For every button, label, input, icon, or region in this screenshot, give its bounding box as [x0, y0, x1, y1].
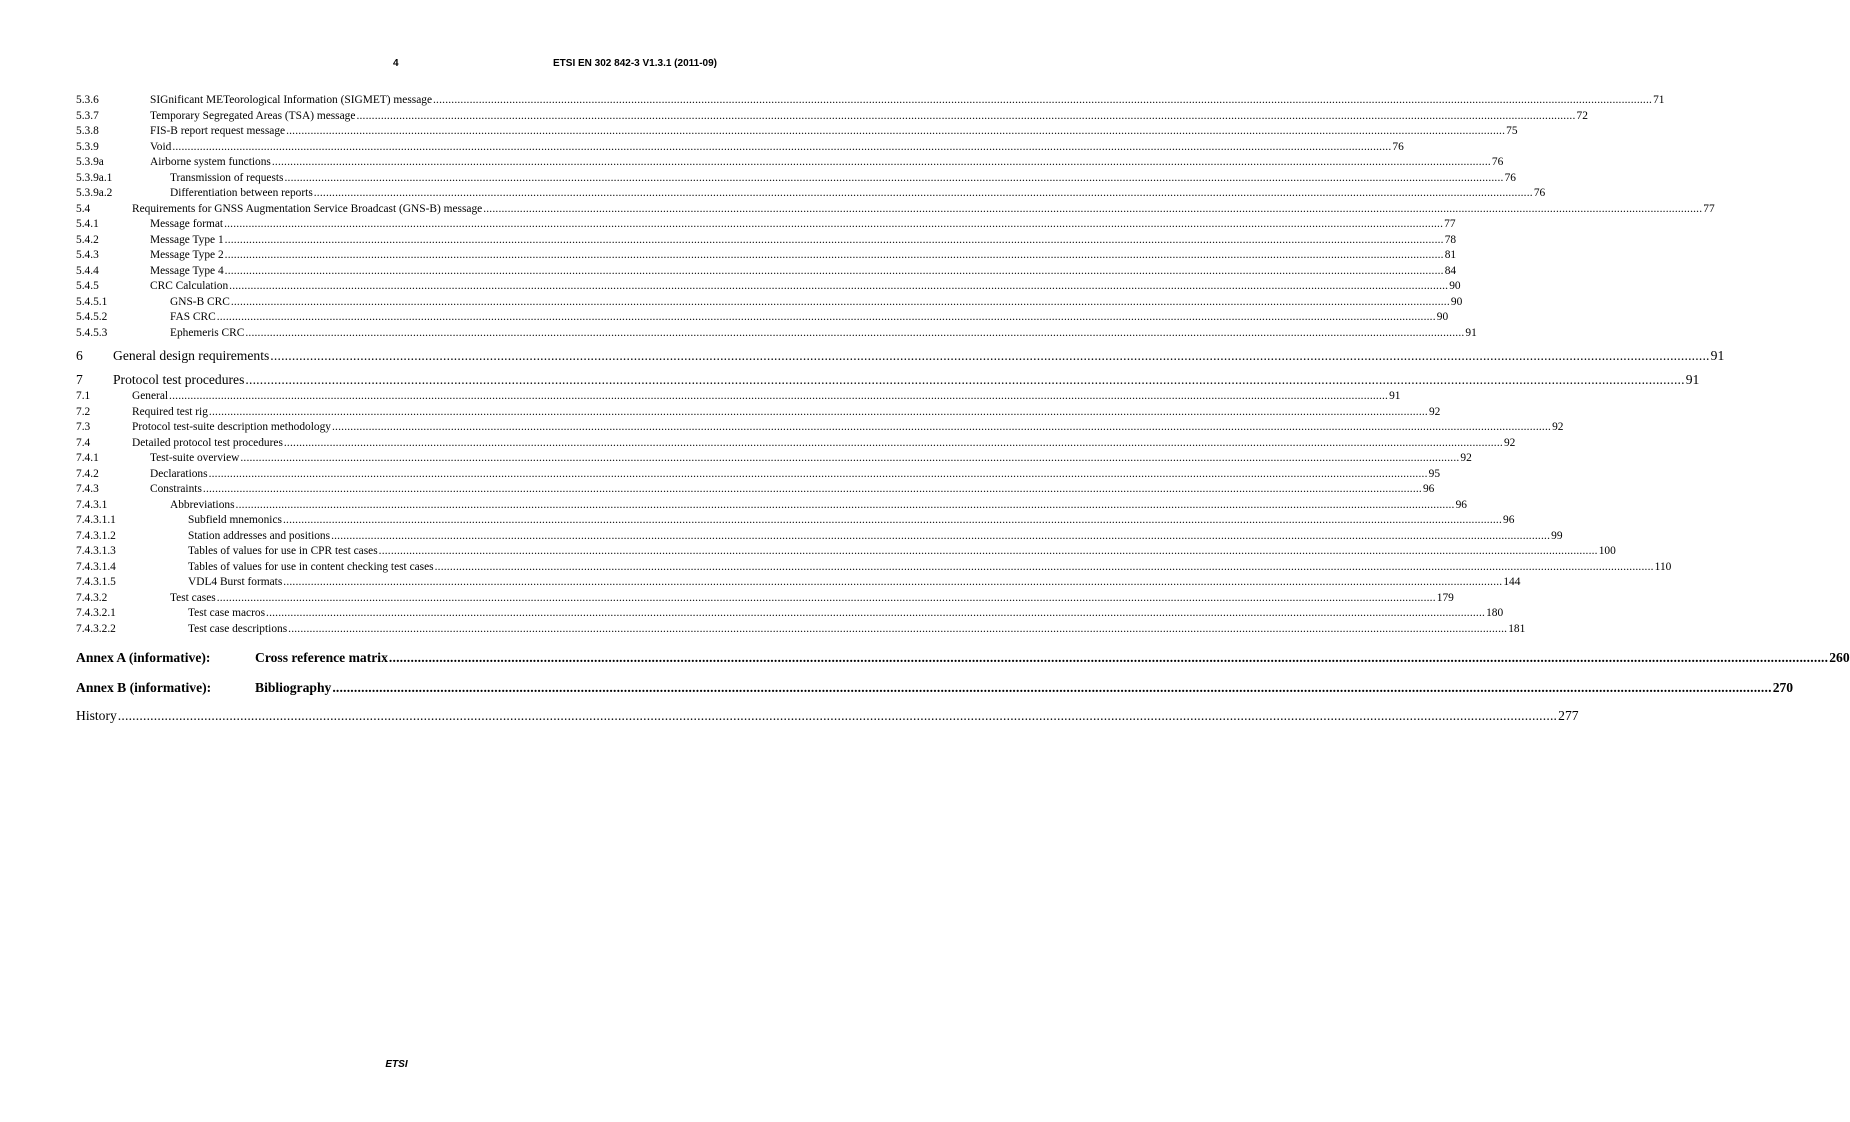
toc-entry[interactable]	[76, 218, 1456, 234]
toc-entry[interactable]	[76, 280, 1461, 296]
toc-entry-title: General	[132, 390, 169, 402]
toc-dot-leader: ................................................................................................................................................................................................................................................................................................................................................................................................................	[224, 218, 1444, 230]
toc-entry[interactable]	[76, 529, 1563, 546]
toc-entry[interactable]	[76, 576, 1521, 592]
toc-entry-number: 7.4.3.2.2	[76, 622, 116, 635]
toc-entry-number: 5.3.7	[76, 109, 99, 122]
toc-entry-page: 96	[1503, 514, 1515, 526]
toc-entry[interactable]	[76, 171, 1516, 188]
toc-entry-title: SIGnificant METeorological Information (SIGMET) message	[150, 94, 432, 106]
toc-dot-leader: ................................................................................................................................................................................................................................................................................................................................................................................................................	[270, 348, 1710, 363]
toc-entry-title: Airborne system functions	[150, 156, 271, 168]
toc-entry[interactable]	[76, 514, 1515, 530]
toc-entry-title: Temporary Segregated Areas (TSA) message	[150, 109, 356, 122]
toc-entry[interactable]	[76, 311, 1449, 327]
toc-entry-page: 144	[1503, 576, 1521, 588]
toc-entry-page: 180	[1486, 607, 1504, 619]
toc-entry-page: 92	[1428, 405, 1441, 418]
toc-entry-page: 76	[1504, 171, 1516, 184]
toc-entry-title: Required test rig	[132, 405, 208, 418]
toc-dot-leader: ................................................................................................................................................................................................................................................................................................................................................................................................................	[229, 280, 1449, 292]
toc-entry[interactable]	[76, 156, 1504, 172]
toc-dot-leader: ................................................................................................................................................................................................................................................................................................................................................................................................................	[224, 264, 1444, 277]
toc-entry[interactable]	[76, 94, 1665, 110]
toc-entry[interactable]	[76, 249, 1457, 265]
toc-entry-page: 100	[1598, 545, 1616, 557]
toc-entry-title: Abbreviations	[170, 498, 235, 511]
toc-entry-title: VDL4 Burst formats	[188, 576, 283, 588]
toc-entry-number: 5.4.5.2	[76, 311, 108, 323]
toc-entry-number: 7.4.3.1.3	[76, 545, 116, 557]
toc-dot-leader: ................................................................................................................................................................................................................................................................................................................................................................................................................	[172, 140, 1392, 153]
toc-entry-title: FAS CRC	[170, 311, 216, 323]
toc-entry-title: GNS-B CRC	[170, 295, 230, 308]
toc-entry[interactable]	[76, 125, 1518, 141]
toc-entry-title: Transmission of requests	[170, 171, 284, 184]
toc-dot-leader: ................................................................................................................................................................................................................................................................................................................................................................................................................	[245, 372, 1685, 387]
toc-entry-title: Tables of values for use in CPR test cases	[188, 545, 378, 557]
toc-dot-leader: ................................................................................................................................................................................................................................................................................................................................................................................................................	[224, 233, 1444, 246]
toc-entry-page: 76	[1491, 156, 1504, 168]
toc-entry-title: Message Type 4	[150, 264, 224, 277]
toc-entry-number: 7.1	[76, 390, 91, 402]
toc-dot-leader: ................................................................................................................................................................................................................................................................................................................................................................................................................	[332, 680, 1772, 695]
toc-entry-title: Bibliography	[255, 680, 332, 695]
toc-entry-page: 95	[1428, 467, 1441, 480]
toc-entry-number: 5.3.9a	[76, 156, 104, 168]
toc-dot-leader: ................................................................................................................................................................................................................................................................................................................................................................................................................	[388, 650, 1829, 665]
toc-entry-page: 277	[1558, 708, 1579, 723]
toc-entry[interactable]	[76, 187, 1546, 203]
toc-dot-leader: ................................................................................................................................................................................................................................................................................................................................................................................................................	[282, 514, 1503, 526]
toc-dot-leader: ................................................................................................................................................................................................................................................................................................................................................................................................................	[208, 405, 1428, 418]
toc-entry-title: Protocol test procedures	[113, 372, 245, 387]
toc-entry-page: 270	[1772, 680, 1794, 695]
toc-entry[interactable]	[76, 295, 1463, 312]
toc-entry-number: 7.4.3.1.1	[76, 514, 116, 526]
toc-entry-title: Requirements for GNSS Augmentation Service Broadcast (GNS-B) message	[132, 202, 483, 215]
toc-entry[interactable]	[76, 202, 1715, 219]
toc-entry[interactable]	[76, 421, 1564, 437]
toc-dot-leader: ................................................................................................................................................................................................................................................................................................................................................................................................................	[235, 498, 1455, 511]
toc-entry-number: 7.4.3.2.1	[76, 607, 116, 619]
toc-dot-leader: ................................................................................................................................................................................................................................................................................................................................................................................................................	[230, 295, 1450, 308]
toc-entry[interactable]	[76, 326, 1477, 343]
toc-entry[interactable]	[76, 680, 1794, 698]
toc-entry-title: Protocol test-suite description methodology	[132, 421, 331, 433]
toc-entry-page: 181	[1508, 622, 1526, 635]
toc-entry-page: 92	[1460, 452, 1472, 464]
toc-entry-page: 91	[1389, 390, 1401, 402]
toc-entry-number: 5.3.9a.1	[76, 171, 113, 184]
toc-entry-number: 7.4.3.1.5	[76, 576, 116, 588]
toc-entry[interactable]	[76, 405, 1441, 422]
document-id: ETSI EN 302 842-3 V1.3.1 (2011-09)	[553, 58, 717, 69]
toc-entry-number: 7.3	[76, 421, 91, 433]
toc-dot-leader: ................................................................................................................................................................................................................................................................................................................................................................................................................	[240, 452, 1460, 464]
toc-entry[interactable]	[76, 545, 1616, 561]
toc-entry-number: 5.3.8	[76, 125, 99, 137]
toc-entry[interactable]	[76, 467, 1441, 484]
toc-entry[interactable]	[76, 622, 1526, 639]
toc-entry-page: 92	[1503, 436, 1516, 449]
toc-entry[interactable]	[76, 109, 1588, 126]
toc-entry[interactable]	[76, 591, 1454, 608]
toc-entry-title: Message Type 2	[150, 249, 224, 261]
toc-entry-number: 5.4.5.1	[76, 295, 108, 308]
toc-entry-page: 91	[1685, 372, 1700, 387]
toc-dot-leader: ................................................................................................................................................................................................................................................................................................................................................................................................................	[208, 467, 1428, 480]
toc-dot-leader: ................................................................................................................................................................................................................................................................................................................................................................................................................	[224, 249, 1444, 261]
toc-entry-number: 5.4	[76, 202, 91, 215]
toc-entry-number: 5.4.5.3	[76, 326, 108, 339]
toc-dot-leader: ................................................................................................................................................................................................................................................................................................................................................................................................................	[216, 591, 1436, 604]
toc-entry-page: 76	[1392, 140, 1404, 153]
toc-entry-number: Annex A (informative):	[76, 650, 211, 665]
toc-entry-title: Message format	[150, 218, 224, 230]
toc-entry-number: 7.2	[76, 405, 91, 418]
toc-entry-number: 7.4.3.1.2	[76, 529, 116, 542]
page-number: 4	[393, 58, 399, 69]
toc-entry-title: Station addresses and positions	[188, 529, 331, 542]
toc-entry[interactable]	[76, 390, 1401, 406]
toc-entry-page: 99	[1551, 529, 1563, 542]
toc-entry-number: 6	[76, 348, 83, 363]
toc-entry-page: 90	[1450, 295, 1463, 308]
toc-entry-title: Tables of values for use in content checking test cases	[188, 560, 434, 573]
toc-entry[interactable]	[76, 498, 1467, 515]
toc-entry-title: Cross reference matrix	[255, 650, 388, 665]
toc-entry-title: Test case macros	[188, 607, 266, 619]
table-of-contents	[76, 94, 1850, 726]
toc-entry-page: 91	[1465, 326, 1477, 339]
toc-dot-leader: ................................................................................................................................................................................................................................................................................................................................................................................................................	[332, 421, 1552, 433]
toc-dot-leader: ................................................................................................................................................................................................................................................................................................................................................................................................................	[266, 607, 1486, 619]
toc-dot-leader: ................................................................................................................................................................................................................................................................................................................................................................................................................	[313, 187, 1533, 199]
toc-entry-title: Differentiation between reports	[170, 187, 313, 199]
toc-entry-number: 5.3.6	[76, 94, 99, 106]
toc-entry[interactable]	[76, 372, 1700, 390]
toc-entry-page: 76	[1533, 187, 1546, 199]
toc-entry[interactable]	[76, 650, 1850, 668]
toc-entry-page: 260	[1829, 650, 1850, 665]
toc-entry-number: Annex B (informative):	[76, 680, 212, 695]
toc-entry-number: 5.3.9	[76, 140, 99, 153]
toc-entry-number: 5.4.4	[76, 264, 99, 277]
toc-entry-title: History	[76, 708, 117, 723]
toc-entry-page: 84	[1444, 264, 1457, 277]
toc-entry-page: 77	[1703, 202, 1715, 215]
toc-dot-leader: ................................................................................................................................................................................................................................................................................................................................................................................................................	[284, 171, 1504, 184]
toc-entry[interactable]	[76, 708, 1579, 726]
toc-entry[interactable]	[76, 560, 1672, 577]
toc-entry-title: Test cases	[170, 591, 216, 604]
toc-entry-title: Ephemeris CRC	[170, 326, 245, 339]
toc-entry-title: Test case descriptions	[188, 622, 288, 635]
toc-entry-page: 72	[1576, 109, 1588, 122]
toc-entry-title: Test-suite overview	[150, 452, 240, 464]
toc-entry-page: 71	[1653, 94, 1665, 106]
toc-dot-leader: ................................................................................................................................................................................................................................................................................................................................................................................................................	[117, 708, 1558, 723]
toc-entry-page: 81	[1444, 249, 1457, 261]
toc-entry-page: 92	[1552, 421, 1564, 433]
toc-dot-leader: ................................................................................................................................................................................................................................................................................................................................................................................................................	[202, 483, 1422, 495]
toc-entry-number: 5.4.1	[76, 218, 99, 230]
toc-entry-title: Constraints	[150, 483, 202, 495]
toc-entry[interactable]	[76, 483, 1435, 499]
toc-dot-leader: ................................................................................................................................................................................................................................................................................................................................................................................................................	[378, 545, 1598, 557]
toc-entry-page: 96	[1455, 498, 1467, 511]
toc-entry-number: 7.4.3.2	[76, 591, 108, 604]
toc-entry-page: 96	[1422, 483, 1435, 495]
toc-dot-leader: ................................................................................................................................................................................................................................................................................................................................................................................................................	[271, 156, 1491, 168]
toc-entry[interactable]	[76, 436, 1516, 453]
toc-entry-number: 7.4.3.1	[76, 498, 108, 511]
toc-entry-number: 7.4.3	[76, 483, 99, 495]
toc-entry-number: 5.4.2	[76, 233, 99, 246]
toc-entry-title: Subfield mnemonics	[188, 514, 282, 526]
toc-entry-title: FIS-B report request message	[150, 125, 286, 137]
toc-dot-leader: ................................................................................................................................................................................................................................................................................................................................................................................................................	[169, 390, 1389, 402]
toc-entry-page: 90	[1449, 280, 1461, 292]
toc-entry-title: General design requirements	[113, 348, 270, 363]
toc-dot-leader: ................................................................................................................................................................................................................................................................................................................................................................................................................	[434, 560, 1654, 573]
toc-entry[interactable]	[76, 452, 1472, 468]
toc-entry-title: CRC Calculation	[150, 280, 229, 292]
toc-dot-leader: ................................................................................................................................................................................................................................................................................................................................................................................................................	[283, 436, 1503, 449]
toc-entry-page: 110	[1654, 560, 1672, 573]
toc-entry-page: 77	[1444, 218, 1456, 230]
toc-entry-page: 90	[1436, 311, 1449, 323]
toc-entry-number: 7.4.1	[76, 452, 99, 464]
toc-entry-number: 7	[76, 372, 83, 387]
page-header	[0, 58, 793, 72]
toc-entry-number: 5.3.9a.2	[76, 187, 113, 199]
toc-entry-page: 75	[1506, 125, 1518, 137]
toc-dot-leader: ................................................................................................................................................................................................................................................................................................................................................................................................................	[331, 529, 1551, 542]
toc-entry-title: Declarations	[150, 467, 208, 480]
toc-entry[interactable]	[76, 233, 1457, 250]
toc-entry-number: 7.4	[76, 436, 91, 449]
toc-entry[interactable]	[76, 607, 1504, 623]
toc-dot-leader: ................................................................................................................................................................................................................................................................................................................................................................................................................	[286, 125, 1506, 137]
toc-entry-page: 78	[1444, 233, 1457, 246]
toc-dot-leader: ................................................................................................................................................................................................................................................................................................................................................................................................................	[433, 94, 1653, 106]
toc-dot-leader: ................................................................................................................................................................................................................................................................................................................................................................................................................	[245, 326, 1465, 339]
page-footer: ETSI	[385, 1059, 408, 1070]
toc-dot-leader: ................................................................................................................................................................................................................................................................................................................................................................................................................	[356, 109, 1576, 122]
toc-entry-number: 5.4.3	[76, 249, 99, 261]
toc-entry-number: 7.4.3.1.4	[76, 560, 116, 573]
toc-entry[interactable]	[76, 140, 1404, 157]
toc-entry-number: 5.4.5	[76, 280, 99, 292]
toc-entry-number: 7.4.2	[76, 467, 99, 480]
toc-dot-leader: ................................................................................................................................................................................................................................................................................................................................................................................................................	[216, 311, 1436, 323]
toc-entry-title: Message Type 1	[150, 233, 224, 246]
toc-entry-title: Detailed protocol test procedures	[132, 436, 283, 449]
toc-entry[interactable]	[76, 264, 1457, 281]
toc-dot-leader: ................................................................................................................................................................................................................................................................................................................................................................................................................	[288, 622, 1508, 635]
toc-dot-leader: ................................................................................................................................................................................................................................................................................................................................................................................................................	[483, 202, 1703, 215]
toc-dot-leader: ................................................................................................................................................................................................................................................................................................................................................................................................................	[283, 576, 1503, 588]
toc-entry-title: Void	[150, 140, 172, 153]
toc-entry-page: 179	[1436, 591, 1454, 604]
toc-entry[interactable]	[76, 348, 1725, 366]
toc-entry-page: 91	[1710, 348, 1725, 363]
